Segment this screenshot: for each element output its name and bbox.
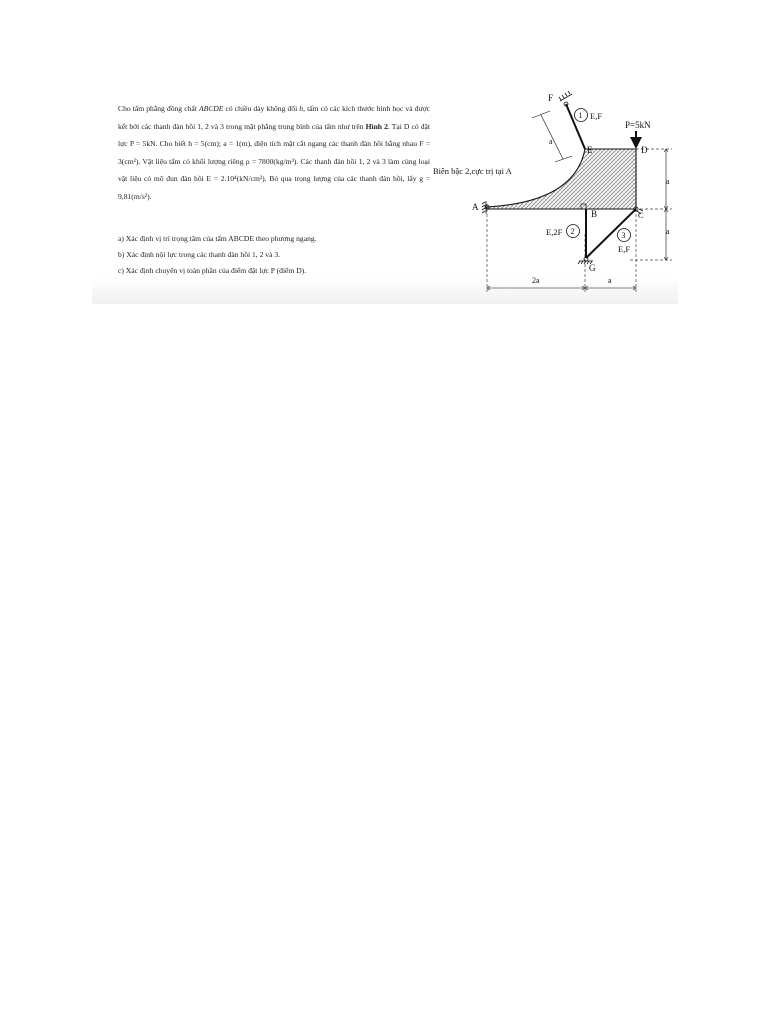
question-a: a) Xác định vị trí trọng tâm của tấm ABCDE theo phương ngang.: [118, 234, 317, 243]
question-b: b) Xác định nội lực trong các thanh đàn hồi 1, 2 và 3.: [118, 250, 281, 259]
support-f: [559, 91, 572, 106]
dim-right-bottom: a: [666, 227, 670, 236]
bar3-props: E,F: [618, 244, 631, 254]
figure-reference: Hình 2: [365, 121, 388, 131]
bar1-number: 1: [578, 111, 583, 120]
text-run: Cho tấm phẳng đồng chất: [118, 104, 199, 113]
bar3-number: 3: [621, 231, 626, 240]
plate-abcde: [487, 149, 636, 209]
point-c-label: C: [638, 211, 644, 220]
bar1-props: E,F: [590, 111, 603, 121]
question-list: [118, 231, 438, 279]
dimension-right: [664, 149, 668, 260]
curve-note: Biên bậc 2,cực trị tại A: [433, 166, 512, 176]
thickness-symbol: h: [299, 104, 304, 113]
dim-bottom-left: 2a: [532, 276, 540, 285]
point-e-label: E: [587, 145, 593, 155]
plate-name: ABCDE: [198, 104, 224, 113]
question-c: c) Xác định chuyển vị toàn phần của điểm đặt lực P (điểm D).: [118, 266, 307, 275]
point-g-label: G: [589, 263, 596, 273]
text-run: . Tại D có đặt lực P = 5kN. Cho biết h = 5(cm); a = 1(m), diện tích mặt cắt ngang các thanh đàn hồi bằng nhau F = 3(cm²). Vật liệu tấm có khối lượng riêng ρ = 7800(kg/m³). Các thanh đàn hồi 1, 2 và 3 làm cùng loại vật liệu có mô đun đàn hồi E = 2.10⁴(kN/cm²). Bỏ qua trọng lượng của các thanh đàn hồi, lấy g = 9,81(m/s²).: [118, 121, 430, 201]
bar2-number: 2: [570, 227, 575, 236]
text-run: , tấm có các kích thước hình học và được kết bởi các thanh đàn hồi 1, 2 và 3 trong mặt phẳng trung bình của tấm như trên: [118, 104, 430, 131]
point-a-label: A: [472, 202, 479, 212]
point-b-label: B: [591, 209, 598, 219]
bar2-props: E,2F: [546, 227, 563, 237]
dimension-bottom: [487, 286, 636, 290]
point-f-label: F: [548, 93, 554, 103]
dim-right-top: a: [666, 177, 670, 186]
dim-bottom-right: a: [608, 276, 612, 285]
dim-bar1-label: a: [549, 137, 553, 146]
text-run: có chiều dày không đổi: [223, 104, 300, 113]
problem-statement: [118, 100, 430, 206]
structure-diagram: [430, 84, 678, 294]
point-d-label: D: [641, 145, 648, 155]
load-label: P=5kN: [625, 120, 651, 130]
problem-paragraph: [118, 100, 430, 206]
